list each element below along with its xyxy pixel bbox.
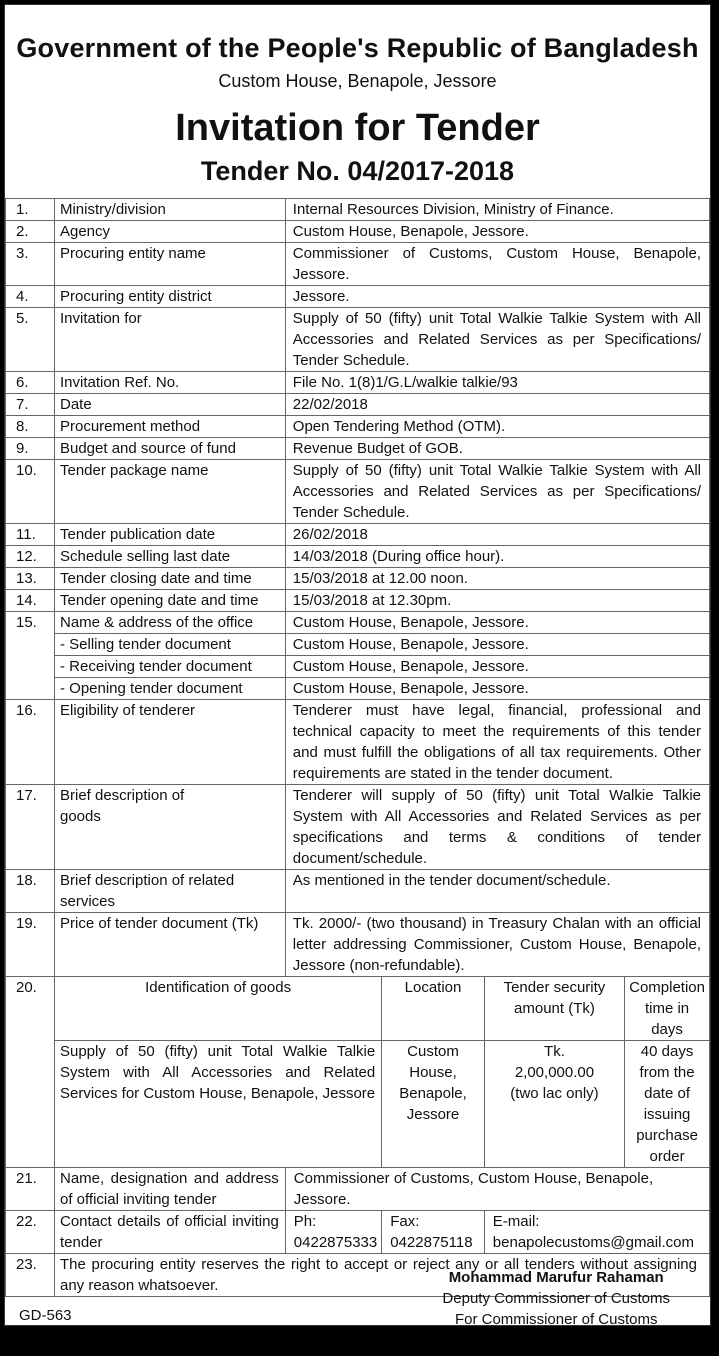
table-row	[6, 308, 710, 372]
goods-header: Identification of goods	[54, 977, 381, 1041]
row-number: 3.	[6, 243, 55, 286]
table-row	[6, 221, 710, 243]
row-value: The procuring entity reserves the right to accept or reject any or all tenders without assigning any reason whatsoever.	[54, 1254, 709, 1297]
table-row	[6, 1211, 710, 1254]
row-label: Tender closing date and time	[54, 568, 285, 590]
table-row	[6, 546, 710, 568]
row-label: - Selling tender document	[54, 634, 285, 656]
row-value: Commissioner of Customs, Custom House, Benapole, Jessore.	[285, 243, 709, 286]
row-label: Brief description of goods	[54, 785, 285, 870]
row-label: Name & address of the office	[54, 612, 285, 634]
location-cell: Custom House, Benapole, Jessore	[382, 1041, 485, 1168]
row-number: 5.	[6, 308, 55, 372]
table-row	[6, 286, 710, 308]
row-label: Invitation Ref. No.	[54, 372, 285, 394]
table-row	[6, 438, 710, 460]
row-value: Custom House, Benapole, Jessore.	[285, 221, 709, 243]
row-label: Budget and source of fund	[54, 438, 285, 460]
table-row	[6, 372, 710, 394]
page-title: Invitation for Tender	[175, 107, 540, 149]
row-label: Schedule selling last date	[54, 546, 285, 568]
row-label: Tender package name	[54, 460, 285, 524]
scan-border	[0, 1330, 719, 1356]
row-value: 15/03/2018 at 12.30pm.	[285, 590, 709, 612]
row-value: Commissioner of Customs, Custom House, Benapole, Jessore.	[285, 1168, 709, 1211]
row-number: 17.	[6, 785, 55, 870]
row-value: Internal Resources Division, Ministry of Finance.	[285, 199, 709, 221]
security-cell: Tk. 2,00,000.00 (two lac only)	[484, 1041, 624, 1168]
row-number: 18.	[6, 870, 55, 913]
row-value: 14/03/2018 (During office hour).	[285, 546, 709, 568]
fax-label: Fax:	[390, 1213, 420, 1230]
table-row	[6, 656, 710, 678]
table-row	[6, 678, 710, 700]
row-label: Ministry/division	[54, 199, 285, 221]
row-label: Procuring entity name	[54, 243, 285, 286]
table-row	[6, 394, 710, 416]
row-number: 16.	[6, 700, 55, 785]
table-row	[6, 416, 710, 438]
signatory-on-behalf: For Commissioner of Customs	[454, 1311, 658, 1328]
row-label: Agency	[54, 221, 285, 243]
table-row	[6, 460, 710, 524]
row-label: Tender publication date	[54, 524, 285, 546]
table-row	[6, 700, 710, 785]
row-number: 21.	[6, 1168, 55, 1211]
table-row	[6, 1168, 710, 1211]
table-row	[6, 199, 710, 221]
row-value: 15/03/2018 at 12.00 noon.	[285, 568, 709, 590]
row-number: 12.	[6, 546, 55, 568]
signature-block	[442, 1267, 670, 1330]
table-row	[6, 634, 710, 656]
row-label: Procuring entity district	[54, 286, 285, 308]
row-number: 6.	[6, 372, 55, 394]
row-value: Tenderer must have legal, financial, professional and technical capacity to meet the requirements of this tender and must fulfill the obligations of all tax requirements. Other requirements are stated in the tender document.	[285, 700, 709, 785]
row-label: - Receiving tender document	[54, 656, 285, 678]
row-value: 22/02/2018	[285, 394, 709, 416]
row-label: Date	[54, 394, 285, 416]
row-value: Jessore.	[285, 286, 709, 308]
row-value: Custom House, Benapole, Jessore.	[285, 612, 709, 634]
row-number: 13.	[6, 568, 55, 590]
footer-code: GD-563	[19, 1307, 72, 1324]
tender-table	[5, 198, 710, 1297]
table-row	[6, 1041, 710, 1168]
row-label: Price of tender document (Tk)	[54, 913, 285, 977]
row-number: 4.	[6, 286, 55, 308]
table-row	[6, 524, 710, 546]
completion-header: Completion time in days	[625, 977, 710, 1041]
row-value: Custom House, Benapole, Jessore.	[285, 634, 709, 656]
security-header: Tender security amount (Tk)	[484, 977, 624, 1041]
row-label: Eligibility of tenderer	[54, 700, 285, 785]
row-label: Invitation for	[54, 308, 285, 372]
row-number: 1.	[6, 199, 55, 221]
row-value: Supply of 50 (fifty) unit Total Walkie Talkie System with All Accessories and Related Services as per Specifications/ Tender Schedule.	[285, 308, 709, 372]
table-row	[6, 612, 710, 634]
email-value: benapolecustoms@gmail.com	[492, 1234, 694, 1251]
row-label: Brief description of related services	[54, 870, 285, 913]
row-number: 7.	[6, 394, 55, 416]
row-number: 11.	[6, 524, 55, 546]
table-row	[6, 568, 710, 590]
row-label: Tender opening date and time	[54, 590, 285, 612]
row-number: 14.	[6, 590, 55, 612]
row-value: Tenderer will supply of 50 (fifty) unit Total Walkie Talkie System with All Accessories and Related Services as per specifications and terms & conditions of tender document/schedule.	[285, 785, 709, 870]
row-label: Name, designation and address of official inviting tender	[54, 1168, 285, 1211]
row-number: 20.	[6, 977, 55, 1168]
row-label: Procurement method	[54, 416, 285, 438]
row-number: 15.	[6, 612, 55, 700]
goods-cell: Supply of 50 (fifty) unit Total Walkie Talkie System with All Accessories and Related Services for Custom House, Benapole, Jessore	[54, 1041, 381, 1168]
email-label: E-mail:	[492, 1213, 540, 1230]
row-value: Custom House, Benapole, Jessore.	[285, 656, 709, 678]
row-number: 8.	[6, 416, 55, 438]
table-row	[6, 977, 710, 1041]
location-header: Location	[382, 977, 485, 1041]
row-label: Contact details of official inviting tender	[54, 1211, 285, 1254]
table-row	[6, 590, 710, 612]
table-row	[6, 243, 710, 286]
row-value: Open Tendering Method (OTM).	[285, 416, 709, 438]
table-row	[6, 785, 710, 870]
row-label: - Opening tender document	[54, 678, 285, 700]
row-value: Revenue Budget of GOB.	[285, 438, 709, 460]
tender-notice	[4, 4, 711, 1326]
row-value: 26/02/2018	[285, 524, 709, 546]
government-title: Government of the People's Republic of Bangladesh	[16, 33, 699, 63]
row-value: Tk. 2000/- (two thousand) in Treasury Chalan with an official letter addressing Commissioner, Custom House, Benapole, Jessore (non-refundable).	[285, 913, 709, 977]
row-number: 10.	[6, 460, 55, 524]
row-number: 23.	[6, 1254, 55, 1297]
row-value: Supply of 50 (fifty) unit Total Walkie Talkie System with All Accessories and Related Services as per Specifications/ Tender Schedule.	[285, 460, 709, 524]
row-number: 2.	[6, 221, 55, 243]
row-value: Custom House, Benapole, Jessore.	[285, 678, 709, 700]
completion-cell: 40 days from the date of issuing purchase order	[625, 1041, 710, 1168]
row-number: 19.	[6, 913, 55, 977]
phone-label: Ph:	[293, 1213, 317, 1230]
office-subtitle: Custom House, Benapole, Jessore	[218, 71, 497, 91]
signatory-name: Mohammad Marufur Rahaman	[448, 1269, 664, 1286]
signatory-title: Deputy Commissioner of Customs	[442, 1290, 670, 1307]
fax-value: 0422875118	[390, 1234, 473, 1251]
table-row	[6, 870, 710, 913]
table-row	[6, 913, 710, 977]
row-value: File No. 1(8)1/G.L/walkie talkie/93	[285, 372, 709, 394]
row-number: 9.	[6, 438, 55, 460]
row-value: As mentioned in the tender document/schedule.	[285, 870, 709, 913]
phone-value: 0422875333	[293, 1234, 378, 1251]
row-number: 22.	[6, 1211, 55, 1254]
tender-number: Tender No. 04/2017-2018	[200, 156, 515, 186]
